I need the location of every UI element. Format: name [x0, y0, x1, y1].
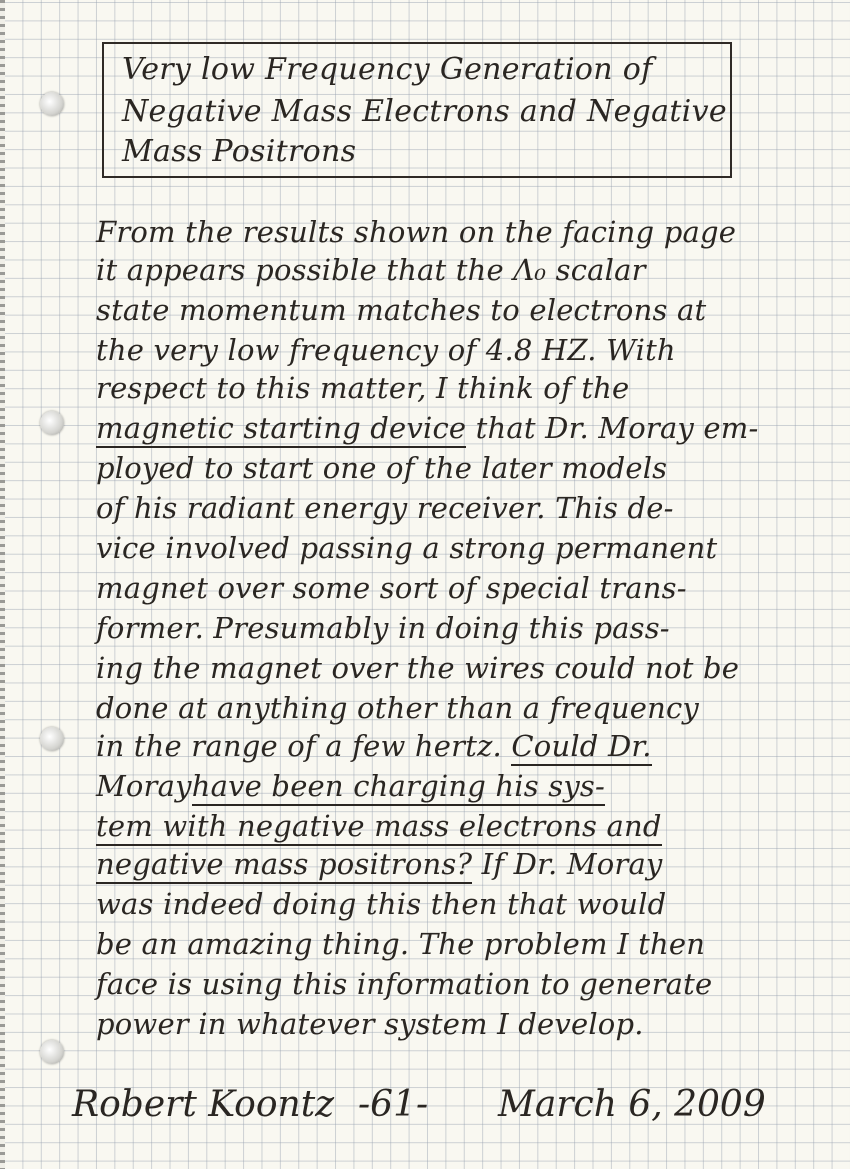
body-line-11: former. Presumably in doing this pass-: [96, 611, 670, 645]
body-line-4: the very low frequency of 4.8 HZ. With: [96, 333, 676, 367]
body-line-7: ployed to start one of the later models: [96, 451, 668, 485]
body-text: Moray: [96, 769, 192, 803]
body-line-9: vice involved passing a strong permanent: [96, 531, 718, 565]
punch-hole: [40, 727, 64, 751]
body-line-21: power in whatever system I develop.: [96, 1007, 644, 1041]
body-line-2: it appears possible that the Λ₀ scalar: [96, 253, 646, 287]
title-box: [102, 42, 732, 178]
body-line-1: From the results shown on the facing page: [96, 215, 737, 249]
body-line-5: respect to this matter, I think of the: [96, 371, 630, 405]
underlined-phrase: magnetic starting device: [96, 411, 466, 448]
body-line-13: done at anything other than a frequency: [96, 691, 699, 725]
title-line-2: Negative Mass Electrons and Negative: [122, 94, 727, 129]
underlined-phrase: Could Dr.: [511, 729, 651, 766]
punch-hole: [40, 411, 64, 435]
body-line-8: of his radiant energy receiver. This de-: [96, 491, 674, 525]
body-line-12: ing the magnet over the wires could not be: [96, 651, 740, 685]
title-line-3: Mass Positrons: [122, 134, 357, 169]
body-line-18: was indeed doing this then that would: [96, 887, 667, 921]
body-text: If Dr. Moray: [472, 847, 663, 881]
author-name: Robert Koontz: [72, 1084, 335, 1125]
body-text: that Dr. Moray em-: [466, 411, 759, 445]
entry-date: March 6, 2009: [498, 1084, 766, 1125]
body-line-3: state momentum matches to electrons at: [96, 293, 707, 327]
underlined-phrase: negative mass positrons?: [96, 847, 472, 884]
underlined-phrase: tem with negative mass electrons and: [96, 809, 662, 846]
body-line-20: face is using this information to generate: [96, 967, 713, 1001]
body-line-19: be an amazing thing. The problem I then: [96, 927, 706, 961]
punch-hole: [40, 92, 64, 116]
underlined-phrase: have been charging his sys-: [192, 769, 605, 806]
spiral-edge: [0, 0, 5, 1169]
body-text: in the range of a few hertz.: [96, 729, 512, 763]
body-line-10: magnet over some sort of special trans-: [96, 571, 687, 605]
punch-hole: [40, 1040, 64, 1064]
page-number: -61-: [358, 1084, 429, 1125]
body-line-6: [96, 406, 790, 450]
body-line-17: [96, 842, 790, 886]
body-line-14: [96, 724, 790, 768]
body-line-15: [96, 764, 790, 808]
title-line-1: Very low Frequency Generation of: [122, 52, 653, 87]
